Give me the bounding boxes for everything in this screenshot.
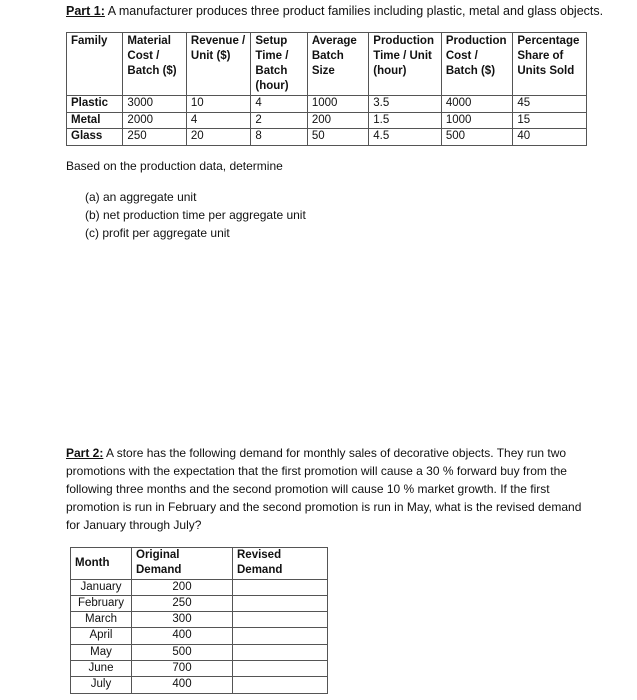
revised-demand-cell	[233, 628, 328, 644]
header-production-time: Production Time / Unit (hour)	[369, 33, 442, 96]
part1-label: Part 1:	[66, 4, 105, 18]
table-header-row	[71, 548, 328, 580]
revenue-cell: 20	[186, 129, 250, 146]
header-production-cost: Production Cost / Batch ($)	[441, 33, 513, 96]
production-cost-cell: 1000	[441, 112, 513, 129]
batch-size-cell: 1000	[307, 96, 368, 113]
month-cell: February	[71, 595, 132, 611]
family-cell: Glass	[67, 129, 123, 146]
header-setup-time: Setup Time / Batch (hour)	[251, 33, 307, 96]
month-cell: January	[71, 579, 132, 595]
revised-demand-cell	[233, 595, 328, 611]
table-row	[71, 677, 328, 693]
original-demand-cell: 250	[132, 595, 233, 611]
demand-table	[70, 547, 328, 694]
part1-heading	[66, 4, 603, 18]
batch-size-cell: 50	[307, 129, 368, 146]
month-cell: April	[71, 628, 132, 644]
setup-time-cell: 4	[251, 96, 307, 113]
original-demand-cell: 400	[132, 677, 233, 693]
original-demand-cell: 200	[132, 579, 233, 595]
production-cost-cell: 4000	[441, 96, 513, 113]
table-row	[71, 579, 328, 595]
question-list	[85, 188, 306, 242]
revenue-cell: 10	[186, 96, 250, 113]
table-row	[71, 628, 328, 644]
family-cell: Plastic	[67, 96, 123, 113]
revised-demand-cell	[233, 677, 328, 693]
month-cell: July	[71, 677, 132, 693]
production-data-table	[66, 32, 587, 146]
table-row	[67, 96, 587, 113]
original-demand-cell: 500	[132, 644, 233, 660]
header-share-sold: Percentage Share of Units Sold	[513, 33, 587, 96]
table-row	[71, 595, 328, 611]
material-cost-cell: 250	[123, 129, 186, 146]
header-batch-size: Average Batch Size	[307, 33, 368, 96]
part2-label: Part 2:	[66, 446, 104, 460]
table-header-row	[67, 33, 587, 96]
share-sold-cell: 15	[513, 112, 587, 129]
original-demand-cell: 300	[132, 612, 233, 628]
material-cost-cell: 2000	[123, 112, 186, 129]
question-c: (c) profit per aggregate unit	[85, 226, 230, 240]
header-month: Month	[71, 548, 132, 580]
setup-time-cell: 8	[251, 129, 307, 146]
header-revenue: Revenue / Unit ($)	[186, 33, 250, 96]
production-cost-cell: 500	[441, 129, 513, 146]
revised-demand-cell	[233, 661, 328, 677]
table-row	[71, 644, 328, 660]
question-b: (b) net production time per aggregate unit	[85, 208, 306, 222]
share-sold-cell: 45	[513, 96, 587, 113]
part2-text: A store has the following demand for monthly sales of decorative objects. They run two promotions with the expectation that the first promotion will cause a 30 % forward buy from the following three months and the second promotion will cause 10 % market growth. If the first promotion is run in February and the second promotion is run in May, what is the revised demand for January through July?	[66, 446, 582, 532]
original-demand-cell: 400	[132, 628, 233, 644]
share-sold-cell: 40	[513, 129, 587, 146]
table-row	[71, 661, 328, 677]
part1-intro: Based on the production data, determine	[66, 159, 283, 173]
revised-demand-cell	[233, 579, 328, 595]
original-demand-cell: 700	[132, 661, 233, 677]
setup-time-cell: 2	[251, 112, 307, 129]
table-row	[67, 129, 587, 146]
table-row	[67, 112, 587, 129]
header-family: Family	[67, 33, 123, 96]
month-cell: May	[71, 644, 132, 660]
production-time-cell: 1.5	[369, 112, 442, 129]
family-cell: Metal	[67, 112, 123, 129]
revenue-cell: 4	[186, 112, 250, 129]
table-row	[71, 612, 328, 628]
production-time-cell: 3.5	[369, 96, 442, 113]
batch-size-cell: 200	[307, 112, 368, 129]
header-material-cost: Material Cost / Batch ($)	[123, 33, 186, 96]
part1-text: A manufacturer produces three product families including plastic, metal and glass objects.	[107, 4, 604, 18]
header-original-demand: Original Demand	[132, 548, 233, 580]
part2-paragraph	[66, 444, 586, 534]
question-a: (a) an aggregate unit	[85, 190, 197, 204]
material-cost-cell: 3000	[123, 96, 186, 113]
production-time-cell: 4.5	[369, 129, 442, 146]
month-cell: June	[71, 661, 132, 677]
revised-demand-cell	[233, 644, 328, 660]
month-cell: March	[71, 612, 132, 628]
header-revised-demand: Revised Demand	[233, 548, 328, 580]
revised-demand-cell	[233, 612, 328, 628]
